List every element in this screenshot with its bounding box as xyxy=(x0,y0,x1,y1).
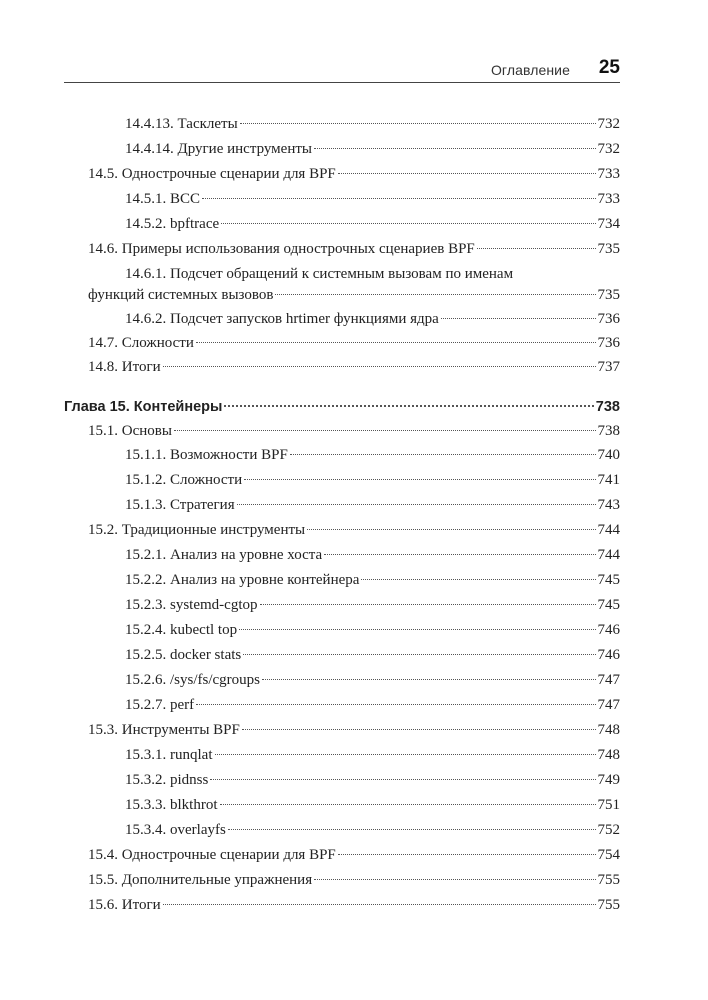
toc-entry-page: 733 xyxy=(597,191,620,207)
toc-entry[interactable] xyxy=(88,868,620,892)
toc-entry-label: 14.4.14. Другие инструменты xyxy=(125,141,312,157)
toc-entry-label: 15.1.3. Стратегия xyxy=(125,497,235,513)
toc-entry-page: 744 xyxy=(597,522,620,538)
leader-dots xyxy=(215,754,596,755)
toc-entry-page: 741 xyxy=(597,472,620,488)
toc-entry[interactable] xyxy=(88,718,620,742)
leader-dots xyxy=(260,604,596,605)
toc-entry[interactable] xyxy=(125,643,620,667)
leader-dots xyxy=(228,829,596,830)
toc-entry-label: 14.5. Однострочные сценарии для BPF xyxy=(88,166,336,182)
toc-chapter-entry[interactable] xyxy=(64,395,620,419)
toc-entry-page: 743 xyxy=(597,497,620,513)
toc-entry[interactable] xyxy=(125,112,620,136)
toc-entry[interactable] xyxy=(88,843,620,867)
toc-entry[interactable] xyxy=(125,568,620,592)
toc-entry-page: 748 xyxy=(597,722,620,738)
toc-entry-page: 744 xyxy=(597,547,620,563)
leader-dots xyxy=(163,904,596,905)
toc-entry-page: 747 xyxy=(597,697,620,713)
toc-entry-page: 749 xyxy=(597,772,620,788)
leader-dots xyxy=(477,248,596,249)
toc-entry-label: 14.5.2. bpftrace xyxy=(125,216,220,232)
toc-entry[interactable] xyxy=(88,893,620,917)
toc-entry[interactable] xyxy=(125,818,620,842)
chapter-page: 738 xyxy=(595,399,620,415)
toc-entry[interactable] xyxy=(125,443,620,467)
toc-entry-label: 15.2.2. Анализ на уровне контейнера xyxy=(125,572,360,588)
page-header xyxy=(64,56,620,83)
toc-entry[interactable] xyxy=(125,212,620,236)
toc-entry-page: 734 xyxy=(597,216,620,232)
toc-entry-label: 15.2.7. perf xyxy=(125,697,195,713)
leader-dots xyxy=(338,173,596,174)
toc-entry-label-line1[interactable]: 14.6.1. Подсчет обращений к системным вызовам по именам xyxy=(125,266,514,282)
toc-entry-page: 736 xyxy=(597,335,620,351)
toc-entry-label: 15.3.3. blkthrot xyxy=(125,797,218,813)
toc-entry-page: 732 xyxy=(597,141,620,157)
toc-entry[interactable] xyxy=(88,237,620,261)
toc-entry-page: 754 xyxy=(597,847,620,863)
toc-entry-label: 15.2.3. systemd-cgtop xyxy=(125,597,258,613)
leader-dots xyxy=(196,342,596,343)
toc-entry-label: 15.5. Дополнительные упражнения xyxy=(88,872,313,888)
toc-entry-page: 732 xyxy=(597,116,620,132)
toc-entry-label: функций системных вызовов xyxy=(88,287,274,303)
leader-dots xyxy=(202,198,595,199)
toc-entry-label: 14.7. Сложности xyxy=(88,335,194,351)
leader-dots xyxy=(210,779,595,780)
toc-entry[interactable] xyxy=(88,162,620,186)
toc-entry-label: 14.6.2. Подсчет запусков hrtimer функциями ядра xyxy=(125,311,439,327)
leader-dots xyxy=(242,729,596,730)
chapter-label: Глава 15. Контейнеры xyxy=(64,399,223,415)
toc-entry-page: 736 xyxy=(597,311,620,327)
toc-entry-label: 15.1.2. Сложности xyxy=(125,472,243,488)
toc-entry-label: 15.3. Инструменты BPF xyxy=(88,722,240,738)
leader-dots xyxy=(262,679,596,680)
toc-entry-page: 747 xyxy=(597,672,620,688)
page-number: 25 xyxy=(598,57,620,78)
toc-entry[interactable] xyxy=(88,518,620,542)
toc-entry[interactable] xyxy=(125,593,620,617)
toc-entry-page: 755 xyxy=(597,897,620,913)
toc-entry-page: 745 xyxy=(597,572,620,588)
leader-dots xyxy=(243,654,595,655)
leader-dots xyxy=(221,223,595,224)
toc-entry[interactable] xyxy=(125,468,620,492)
toc-entry-label: 15.2.4. kubectl top xyxy=(125,622,238,638)
toc-entry-label: 15.4. Однострочные сценарии для BPF xyxy=(88,847,336,863)
toc-entry[interactable] xyxy=(125,793,620,817)
leader-dots xyxy=(307,529,595,530)
toc-entry-label: 15.1.1. Возможности BPF xyxy=(125,447,288,463)
leader-dots xyxy=(174,430,596,431)
toc-entry[interactable] xyxy=(125,137,620,161)
toc-entry-page: 737 xyxy=(597,359,620,375)
leader-dots xyxy=(441,318,596,319)
toc-entry-page: 738 xyxy=(597,423,620,439)
toc-entry-label: 15.2.5. docker stats xyxy=(125,647,242,663)
toc-entry-page: 735 xyxy=(597,241,620,257)
leader-dots xyxy=(314,879,595,880)
leader-dots xyxy=(239,629,595,630)
toc-entry-page: 746 xyxy=(597,647,620,663)
leader-dots xyxy=(275,294,595,295)
running-title: Оглавление xyxy=(490,62,570,78)
toc-entry[interactable] xyxy=(88,419,620,443)
leader-dots xyxy=(163,366,596,367)
toc-entry[interactable] xyxy=(125,307,620,331)
toc-entry-label: 15.2. Традиционные инструменты xyxy=(88,522,306,538)
leader-dots xyxy=(314,148,596,149)
toc-entry-label: 15.2.1. Анализ на уровне хоста xyxy=(125,547,323,563)
toc-entry[interactable] xyxy=(88,283,620,307)
toc-entry-page: 745 xyxy=(597,597,620,613)
toc-entry-label: 15.3.1. runqlat xyxy=(125,747,213,763)
leader-dots xyxy=(196,704,595,705)
toc-entry-label: 15.1. Основы xyxy=(88,423,172,439)
toc-entry-page: 752 xyxy=(597,822,620,838)
toc-entry-page: 746 xyxy=(597,622,620,638)
leader-dots xyxy=(220,804,596,805)
toc-entry-page: 751 xyxy=(597,797,620,813)
leader-dots xyxy=(338,854,596,855)
leader-dots xyxy=(324,554,595,555)
toc-entry[interactable] xyxy=(125,768,620,792)
toc-entry[interactable] xyxy=(125,543,620,567)
toc-entry-page: 733 xyxy=(597,166,620,182)
toc-entry-label: 14.8. Итоги xyxy=(88,359,161,375)
leader-dots xyxy=(240,123,596,124)
toc-entry[interactable] xyxy=(125,493,620,517)
leader-dots xyxy=(361,579,595,580)
toc-entry[interactable] xyxy=(125,187,620,211)
toc-entry-page: 740 xyxy=(597,447,620,463)
toc-entry[interactable] xyxy=(88,355,620,379)
toc-entry-label: 15.2.6. /sys/fs/cgroups xyxy=(125,672,260,688)
toc-entry-label: 14.6. Примеры использования однострочных сценариев BPF xyxy=(88,241,475,257)
toc-entry-page: 755 xyxy=(597,872,620,888)
leader-dots xyxy=(244,479,595,480)
toc-entry-label: 15.3.4. overlayfs xyxy=(125,822,226,838)
toc-entry-page: 748 xyxy=(597,747,620,763)
toc-entry[interactable] xyxy=(125,693,620,717)
toc-entry[interactable] xyxy=(125,618,620,642)
leader-dots xyxy=(290,454,596,455)
toc-entry-label: 14.5.1. BCC xyxy=(125,191,201,207)
leader-dots xyxy=(224,405,593,407)
toc-entry-label: 15.3.2. pidnss xyxy=(125,772,209,788)
toc-entry-label: 15.6. Итоги xyxy=(88,897,161,913)
leader-dots xyxy=(237,504,596,505)
toc-entry[interactable] xyxy=(88,331,620,355)
toc-entry[interactable] xyxy=(125,743,620,767)
toc-entry-label: 14.4.13. Тасклеты xyxy=(125,116,238,132)
toc-entry[interactable] xyxy=(125,668,620,692)
toc-entry-page: 735 xyxy=(597,287,620,303)
